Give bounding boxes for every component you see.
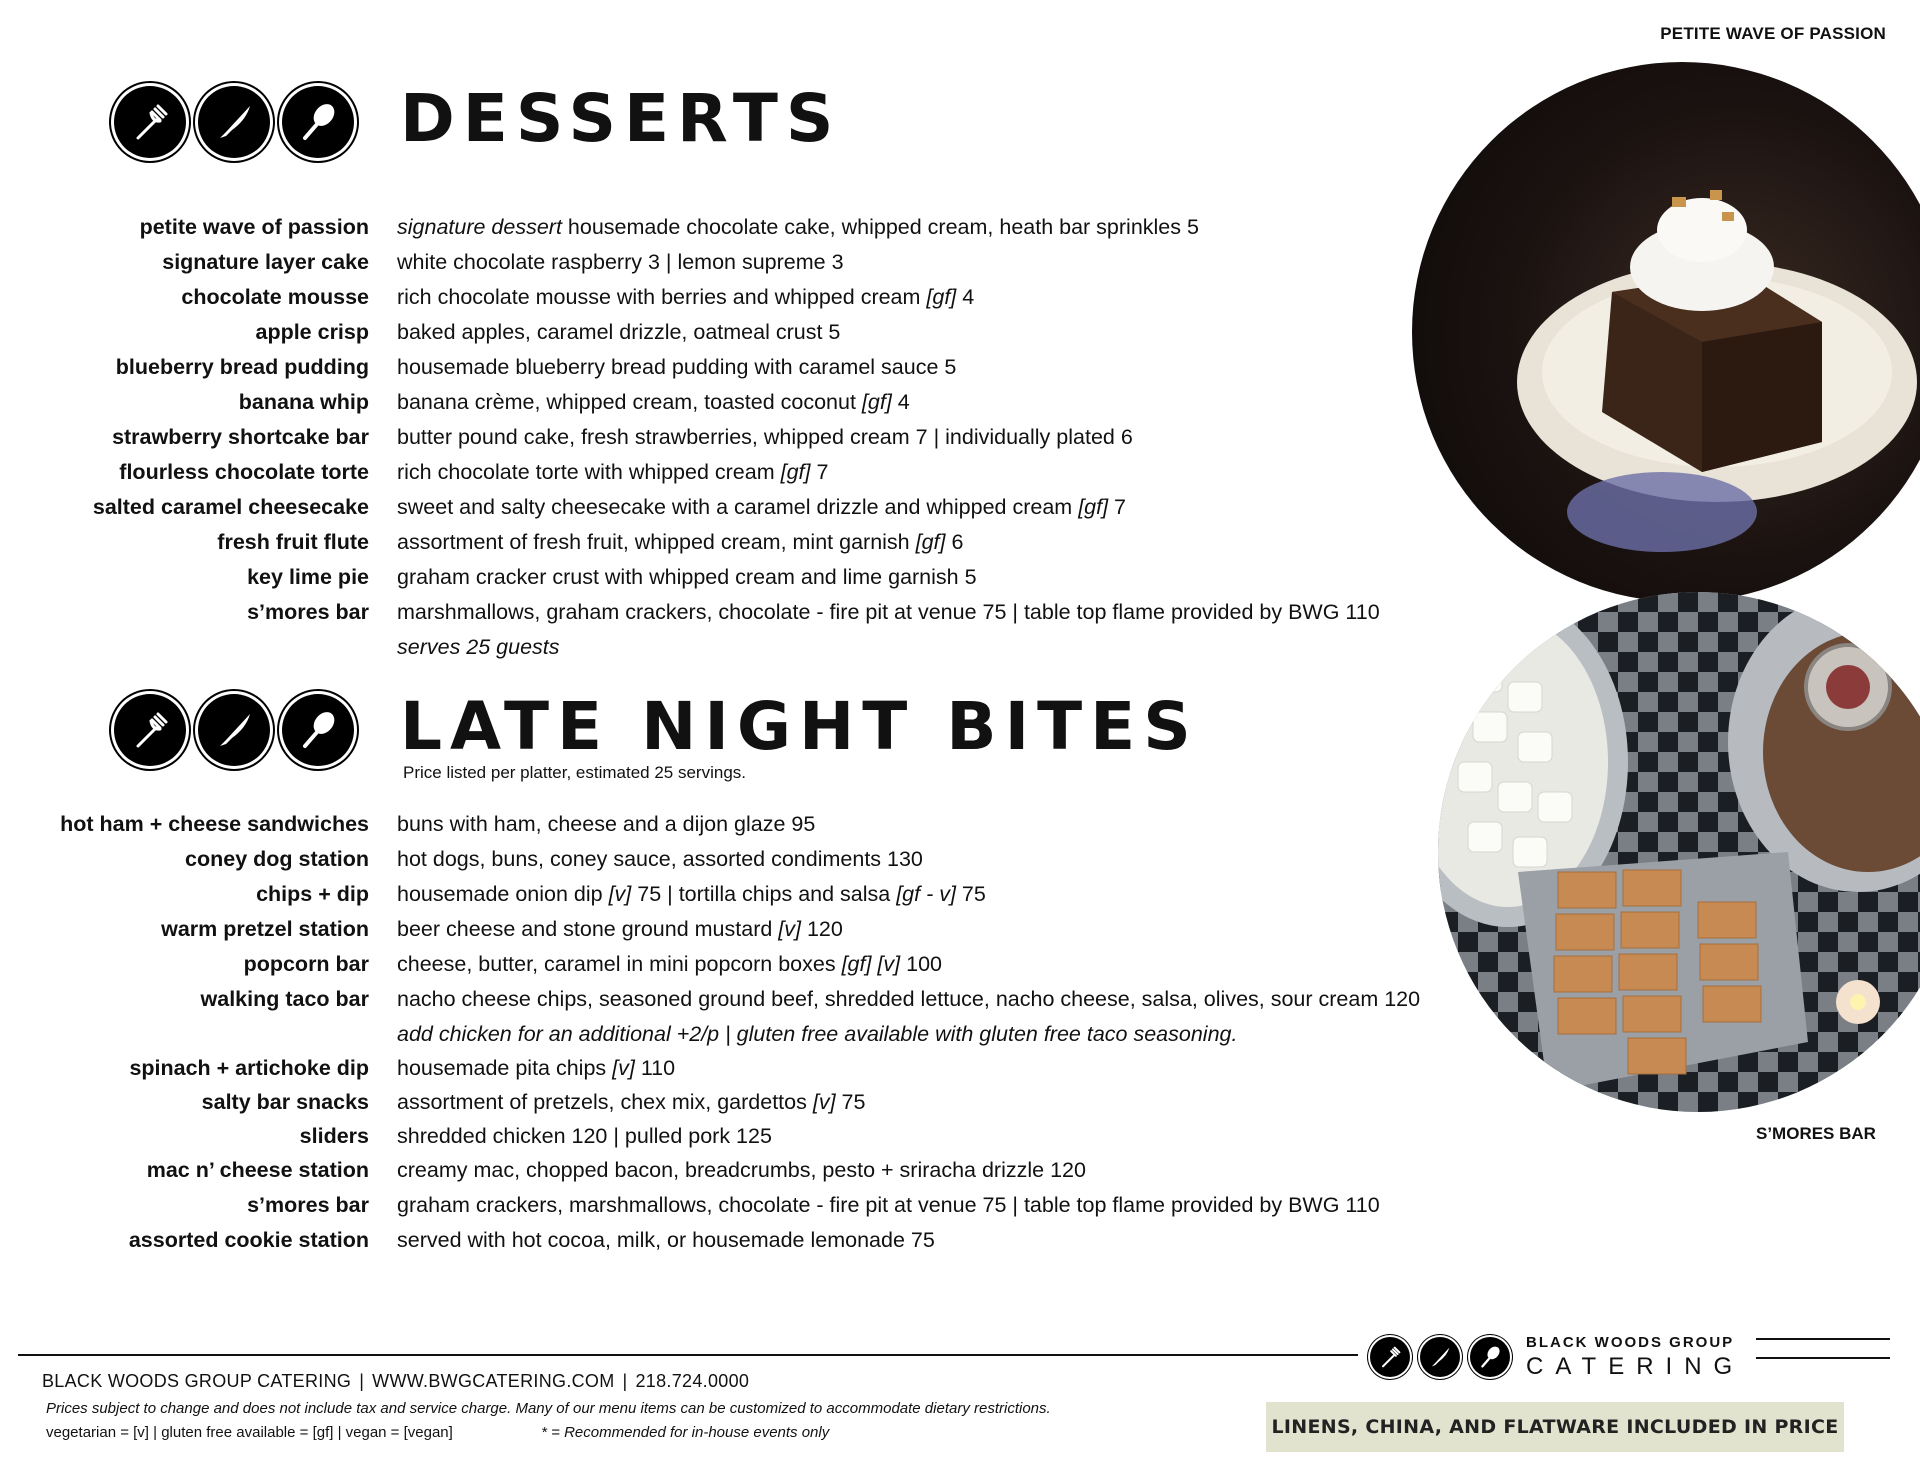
utensil-icons-desserts <box>114 86 354 158</box>
recommended-note: * = Recommended for in-house events only <box>541 1424 830 1441</box>
diet-flag: [gf] <box>780 460 811 484</box>
list-item <box>0 490 1440 525</box>
company-logo <box>1370 1335 1744 1379</box>
late-night-heading: LATE NIGHT BITES <box>400 688 1199 765</box>
phone-number: 218.724.0000 <box>635 1371 750 1391</box>
item-description: graham crackers, marshmallows, chocolate - fire pit at venue 75 | table top flame provided by BWG 110 <box>397 1193 1380 1217</box>
list-item <box>0 210 1440 245</box>
diet-flag: [v] <box>812 1090 836 1114</box>
item-description: beer cheese and stone ground mustard [v] 120 <box>397 917 843 941</box>
diet-flag: [gf] <box>915 530 946 554</box>
item-description: nacho cheese chips, seasoned ground beef, shredded lettuce, nacho cheese, salsa, olives, sour cream 120 <box>397 987 1421 1011</box>
included-badge: LINENS, CHINA, AND FLATWARE INCLUDED IN PRICE <box>1266 1402 1844 1452</box>
item-description: graham cracker crust with whipped cream and lime garnish 5 <box>397 565 977 589</box>
knife-icon <box>198 86 270 158</box>
diet-flag: [v] <box>612 1056 635 1080</box>
item-description: sweet and salty cheesecake with a caramel drizzle and whipped cream [gf] 7 <box>397 495 1127 519</box>
spoon-icon <box>282 86 354 158</box>
item-name: coney dog station <box>185 847 369 871</box>
item-name: mac n’ cheese station <box>146 1158 369 1182</box>
item-name: s’mores bar <box>247 600 369 624</box>
diet-flag: [v] <box>778 917 801 941</box>
item-name: chocolate mousse <box>181 285 369 309</box>
list-item <box>0 947 1440 982</box>
item-description: housemade onion dip [v] 75 | tortilla chips and salsa [gf - v] 75 <box>397 882 986 906</box>
item-name: apple crisp <box>255 320 369 344</box>
knife-icon <box>198 694 270 766</box>
utensil-icons-late-night <box>114 694 354 766</box>
item-description: white chocolate raspberry 3 | lemon supreme 3 <box>397 250 844 274</box>
desserts-heading: DESSERTS <box>400 80 842 157</box>
list-item <box>0 1223 1440 1258</box>
item-name: warm pretzel station <box>161 917 369 941</box>
list-item <box>0 385 1440 420</box>
item-name: petite wave of passion <box>139 215 369 239</box>
item-description: assortment of pretzels, chex mix, gardettos [v] 75 <box>397 1090 866 1114</box>
item-description: shredded chicken 120 | pulled pork 125 <box>397 1124 772 1148</box>
list-item <box>0 315 1440 350</box>
footer-rule <box>1756 1357 1890 1359</box>
item-name: key lime pie <box>247 565 369 589</box>
item-tag: signature dessert <box>397 215 562 239</box>
item-name: salty bar snacks <box>201 1090 369 1114</box>
diet-flag: [gf] <box>1078 495 1109 519</box>
list-item <box>0 842 1440 877</box>
item-description: cheese, butter, caramel in mini popcorn boxes [gf] [v] 100 <box>397 952 942 976</box>
footer-legend <box>46 1424 829 1441</box>
knife-icon <box>1420 1337 1460 1377</box>
photo-caption-top: PETITE WAVE OF PASSION <box>1660 24 1886 43</box>
smores-photo <box>1438 592 1920 1112</box>
list-item <box>0 455 1440 490</box>
item-note: add chicken for an additional +2/p | gluten free available with gluten free taco seasoning. <box>397 1022 1238 1046</box>
item-description: hot dogs, buns, coney sauce, assorted condiments 130 <box>397 847 923 871</box>
list-item <box>0 595 1440 630</box>
list-item <box>0 877 1440 912</box>
item-name: salted caramel cheesecake <box>92 495 369 519</box>
company-name: BLACK WOODS GROUP CATERING <box>42 1371 352 1391</box>
spoon-icon <box>1470 1337 1510 1377</box>
list-item <box>0 1085 1440 1120</box>
item-name: hot ham + cheese sandwiches <box>60 812 369 836</box>
item-description: served with hot cocoa, milk, or housemade lemonade 75 <box>397 1228 935 1252</box>
item-name: strawberry shortcake bar <box>112 425 369 449</box>
item-description: banana crème, whipped cream, toasted coconut [gf] 4 <box>397 390 910 414</box>
list-item <box>0 245 1440 280</box>
item-note: serves 25 guests <box>397 635 560 659</box>
list-item <box>0 807 1440 842</box>
photo-caption-bottom: S’MORES BAR <box>1756 1124 1876 1143</box>
diet-flag: [gf] <box>861 390 892 414</box>
logo-text: BLACK WOODS GROUP CATERING <box>1526 1334 1745 1380</box>
spoon-icon <box>282 694 354 766</box>
item-name: blueberry bread pudding <box>115 355 369 379</box>
item-name: banana whip <box>238 390 369 414</box>
list-item <box>0 560 1440 595</box>
fork-icon <box>114 86 186 158</box>
website-link[interactable]: WWW.BWGCATERING.COM <box>372 1371 615 1391</box>
item-name: fresh fruit flute <box>217 530 369 554</box>
list-item-note <box>0 1017 1440 1052</box>
list-item <box>0 1153 1440 1188</box>
item-name: sliders <box>299 1124 369 1148</box>
item-description: rich chocolate torte with whipped cream [gf] 7 <box>397 460 829 484</box>
footer-disclaimer: Prices subject to change and does not include tax and service charge. Many of our menu items can be customized to accommodate dietary restrictions. <box>46 1400 1051 1417</box>
item-description: rich chocolate mousse with berries and whipped cream [gf] 4 <box>397 285 975 309</box>
item-name: signature layer cake <box>162 250 369 274</box>
cake-photo <box>1412 62 1920 602</box>
list-item <box>0 1188 1440 1223</box>
item-description: housemade blueberry bread pudding with caramel sauce 5 <box>397 355 957 379</box>
item-description: housemade pita chips [v] 110 <box>397 1056 676 1080</box>
list-item <box>0 1051 1440 1086</box>
footer-rule <box>1756 1338 1890 1340</box>
item-description: signature dessert housemade chocolate cake, whipped cream, heath bar sprinkles 5 <box>397 215 1199 239</box>
diet-flag: [gf - v] <box>896 882 956 906</box>
list-item-note <box>0 630 1440 665</box>
list-item <box>0 280 1440 315</box>
item-name: assorted cookie station <box>128 1228 369 1252</box>
item-name: s’mores bar <box>247 1193 369 1217</box>
item-name: chips + dip <box>256 882 369 906</box>
list-item <box>0 350 1440 385</box>
item-description: buns with ham, cheese and a dijon glaze 95 <box>397 812 816 836</box>
item-description: baked apples, caramel drizzle, oatmeal crust 5 <box>397 320 841 344</box>
item-name: spinach + artichoke dip <box>129 1056 369 1080</box>
fork-icon <box>114 694 186 766</box>
list-item <box>0 982 1440 1017</box>
item-description: creamy mac, chopped bacon, breadcrumbs, pesto + sriracha drizzle 120 <box>397 1158 1086 1182</box>
fork-icon <box>1370 1337 1410 1377</box>
diet-flag: [gf] [v] <box>841 952 901 976</box>
diet-flag: [v] <box>608 882 632 906</box>
late-night-subtitle: Price listed per platter, estimated 25 servings. <box>403 763 746 782</box>
item-name: popcorn bar <box>243 952 369 976</box>
list-item <box>0 525 1440 560</box>
item-description: butter pound cake, fresh strawberries, whipped cream 7 | individually plated 6 <box>397 425 1133 449</box>
diet-legend: vegetarian = [v] | gluten free available = [gf] | vegan = [vegan] <box>46 1424 453 1441</box>
list-item <box>0 912 1440 947</box>
list-item <box>0 420 1440 455</box>
footer-divider <box>18 1354 1358 1356</box>
item-name: walking taco bar <box>200 987 369 1011</box>
footer-contact: BLACK WOODS GROUP CATERING | WWW.BWGCATERING.COM | 218.724.0000 <box>42 1371 750 1391</box>
item-name: flourless chocolate torte <box>119 460 369 484</box>
list-item <box>0 1119 1440 1154</box>
item-description: assortment of fresh fruit, whipped cream, mint garnish [gf] 6 <box>397 530 964 554</box>
item-description: marshmallows, graham crackers, chocolate - fire pit at venue 75 | table top flame provided by BWG 110 <box>397 600 1380 624</box>
diet-flag: [gf] <box>926 285 957 309</box>
